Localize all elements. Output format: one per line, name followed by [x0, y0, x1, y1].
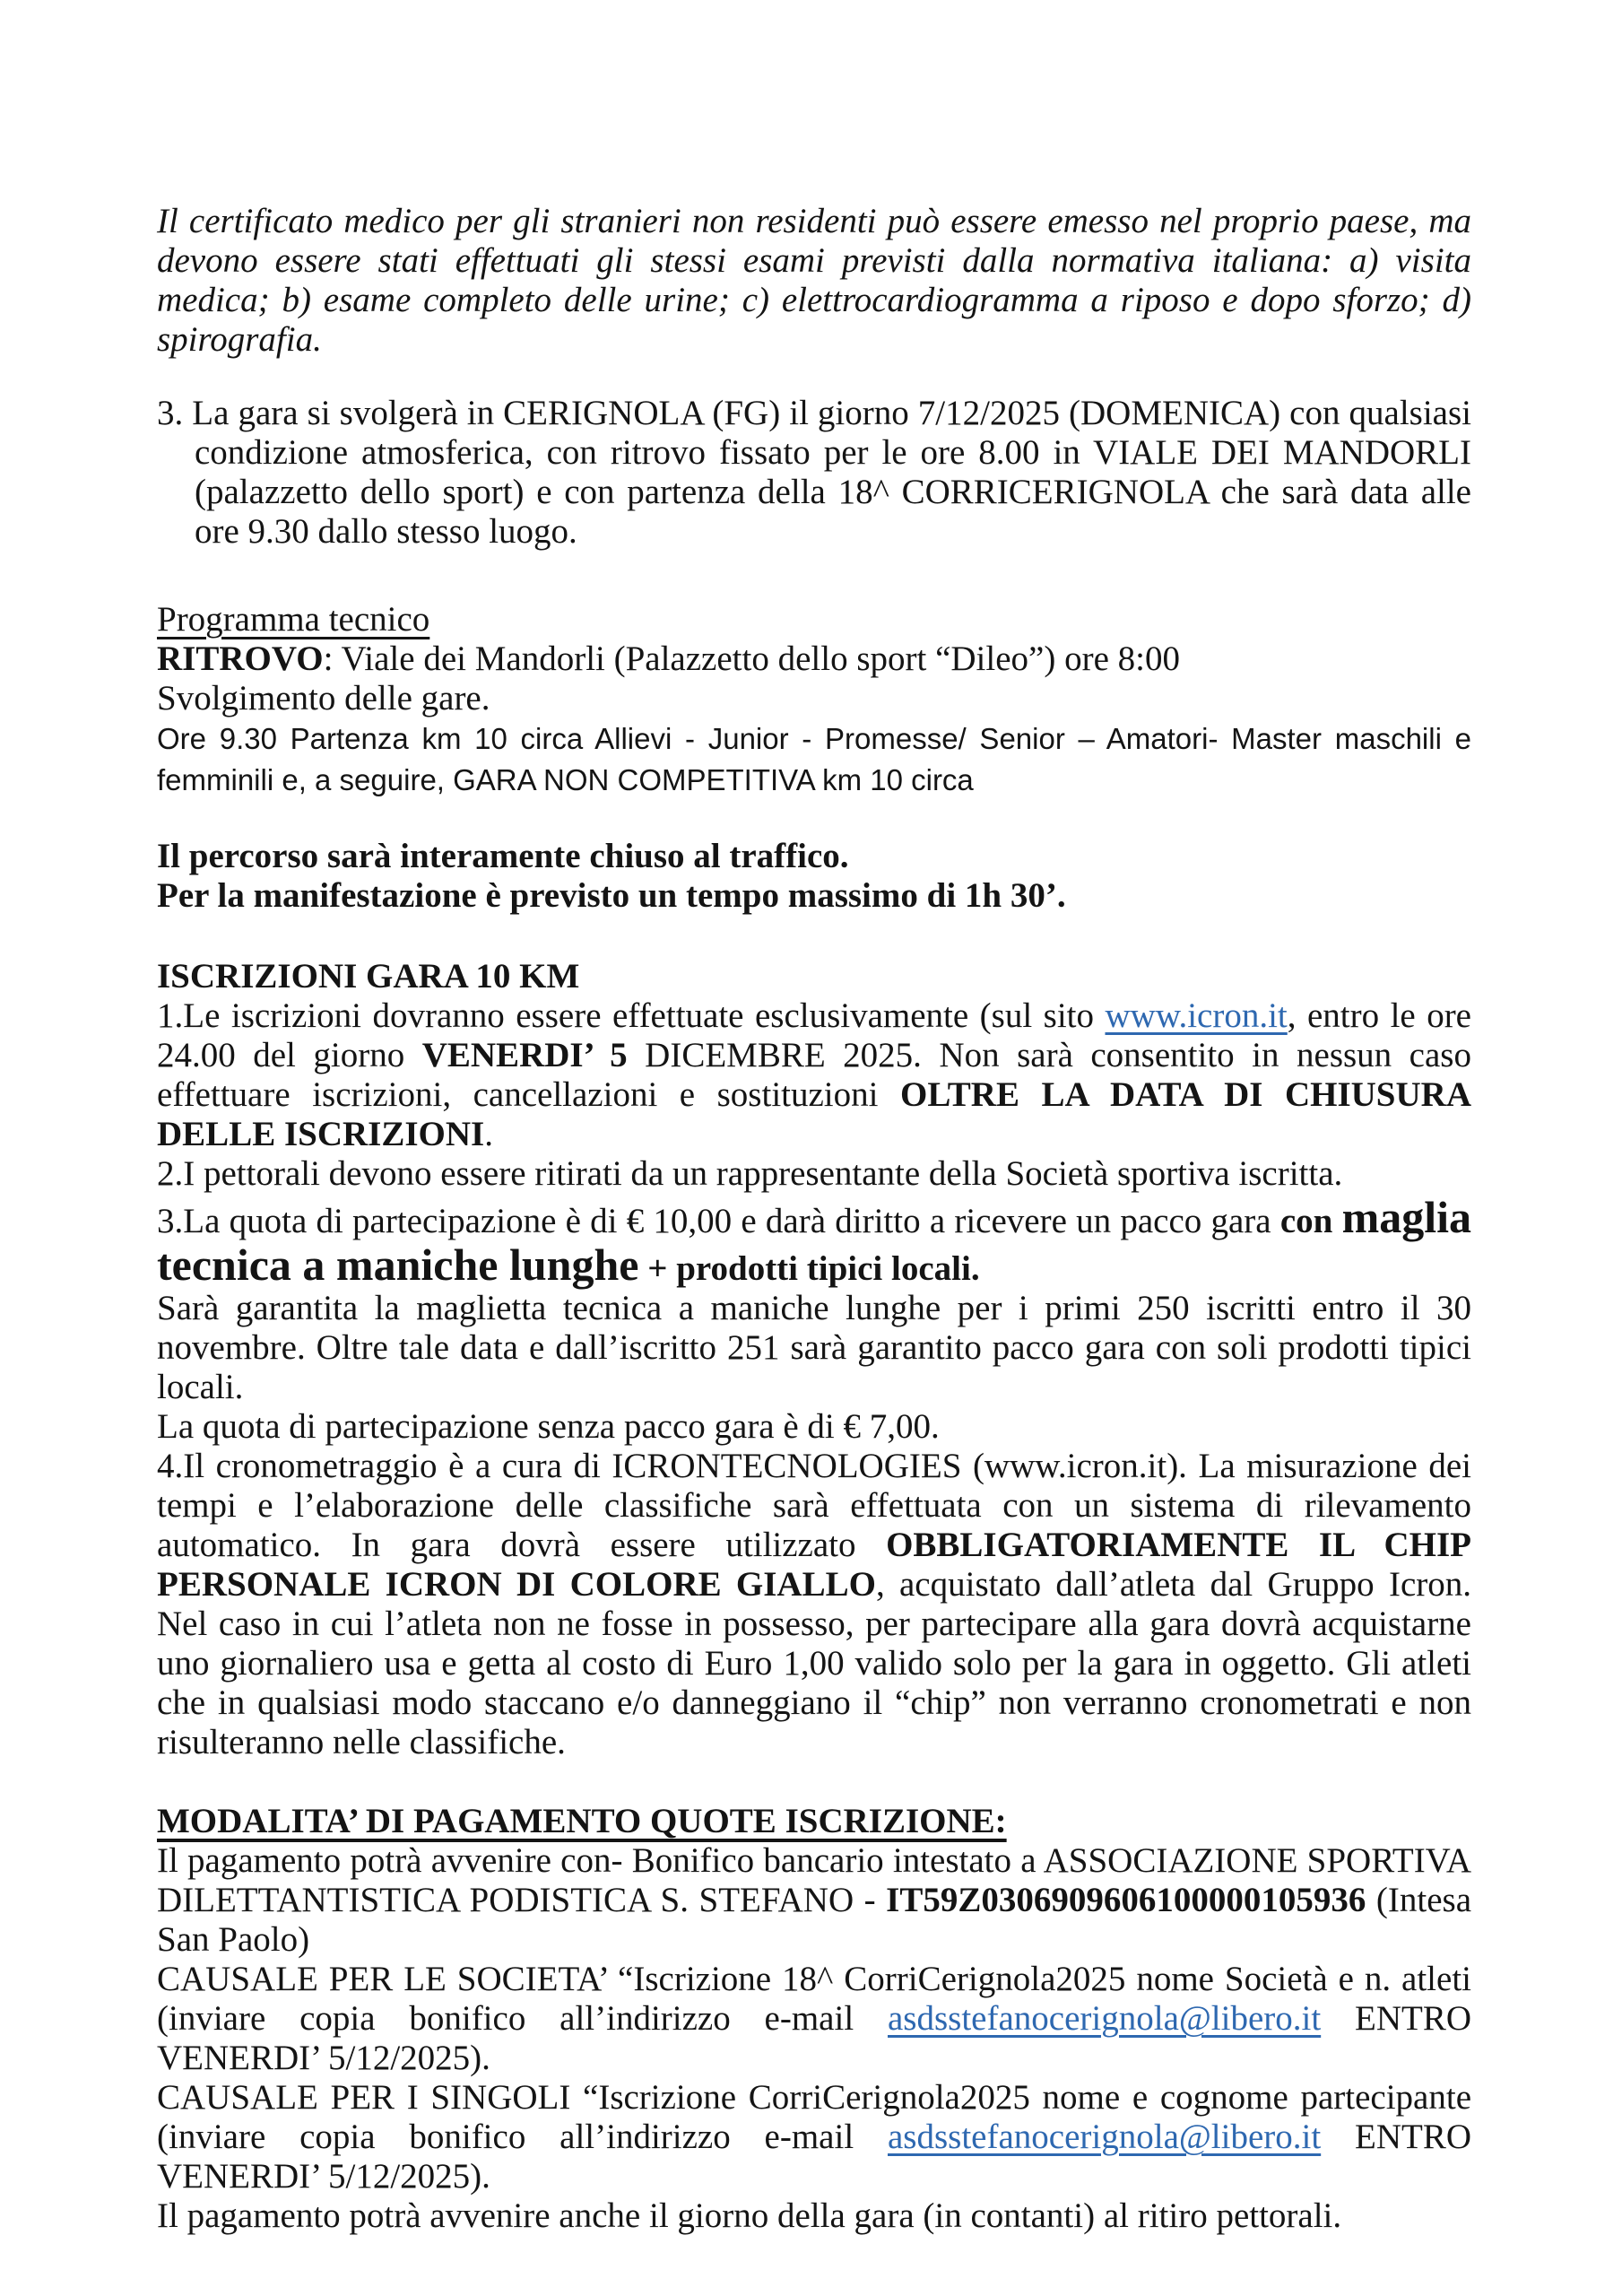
causale-singoli-line	[157, 2078, 1471, 2196]
causale-societa-text: CAUSALE PER LE SOCIETA’ “Iscrizione 18^ CorriCerignola2025 nome Società e n. atleti (inviare copia bonifico all’indirizzo e-mail	[157, 1960, 1471, 2038]
programma-tecnico-heading: Programma tecnico	[157, 600, 430, 639]
iscrizioni-item-3	[157, 1194, 1471, 1289]
iscrizioni-item-1-text: 1.Le iscrizioni dovranno essere effettuate esclusivamente (sul sito	[157, 996, 1106, 1035]
prodotti-tipici: + prodotti tipici locali.	[638, 1249, 980, 1288]
iscrizioni-item-1	[157, 996, 1471, 1154]
maglia-tecnica-highlight: maglia tecnica a maniche lunghe	[157, 1192, 1472, 1290]
pagamento-bonifico-line	[157, 1841, 1471, 1960]
iscrizioni-item-1-text-2: , entro le ore 24.00 del giorno	[157, 996, 1471, 1074]
quota-text: 3.La quota di partecipazione è di € 10,00 e darà diritto a ricevere un pacco gara	[157, 1202, 1280, 1240]
tempo-massimo-line: Per la manifestazione è previsto un tempo massimo di 1h 30’.	[157, 876, 1066, 915]
email-link-societa[interactable]: asdsstefanocerignola@libero.it	[888, 1999, 1322, 2038]
bonifico-text: Il pagamento potrà avvenire con- Bonifico bancario intestato a ASSOCIAZIONE SPORTIVA DILETTANTISTICA PODISTICA S. STEFANO -	[157, 1841, 1471, 1919]
causale-singoli-text-2: ENTRO VENERDI’ 5/12/2025).	[157, 2118, 1471, 2196]
icron-site-link[interactable]: www.icron.it	[1105, 996, 1288, 1035]
email-link-singoli[interactable]: asdsstefanocerignola@libero.it	[888, 2118, 1322, 2156]
closing-date-warning: OLTRE LA DATA DI CHIUSURA DELLE ISCRIZIONI	[157, 1075, 1471, 1153]
svolgimento-line: Svolgimento delle gare.	[157, 679, 490, 718]
pagamento-heading: MODALITA’ DI PAGAMENTO QUOTE ISCRIZIONE:	[157, 1802, 1007, 1840]
iscrizioni-item-4	[157, 1447, 1471, 1762]
deadline-date: VENERDI’ 5	[421, 1036, 628, 1074]
causale-singoli-text: CAUSALE PER I SINGOLI “Iscrizione CorriCerignola2025 nome e cognome partecipante (inviare copia bonifico all’indirizzo e-mail	[157, 2078, 1471, 2156]
iscrizioni-item-2: 2.I pettorali devono essere ritirati da un rappresentante della Società sportiva iscritta.	[157, 1154, 1343, 1193]
bonifico-text-2: (Intesa San Paolo)	[157, 1881, 1472, 1959]
ritrovo-line	[157, 639, 1471, 679]
iscrizioni-heading: ISCRIZIONI GARA 10 KM	[157, 957, 580, 996]
cronometraggio-text: 4.Il cronometraggio è a cura di ICRONTECNOLOGIES (www.icron.it). La misurazione dei tempi e l’elaborazione delle classifiche sarà effettuata con un sistema di rilevamento automatico. In gara dovrà essere utilizzato	[157, 1447, 1471, 1564]
ritrovo-label: RITROVO	[157, 639, 324, 678]
cronometraggio-text-2: , acquistato dall’atleta dal Gruppo Icron. Nel caso in cui l’atleta non ne fosse in possesso, per partecipare alla gara dovrà acquistarne uno giornaliero usa e getta al costo di Euro 1,00 valido solo per la gara in oggetto. Gli atleti che in qualsiasi modo staccano e/o danneggiano il “chip” non verranno cronometrati e non risulteranno nelle classifiche.	[157, 1565, 1471, 1761]
medical-certificate-note: Il certificato medico per gli stranieri non residenti può essere emesso nel proprio paese, ma devono essere stati effettuati gli stessi esami previsti dalla normativa italiana: a) visita medica; b) esame completo delle urine; c) elettrocardiogramma a riposo e dopo sforzo; d) spirografia.	[157, 202, 1471, 359]
quota-con: con	[1279, 1202, 1342, 1240]
iscrizioni-item-1-text-3: DICEMBRE 2025. Non sarà consentito in nessun caso effettuare iscrizioni, cancellazioni e sostituzioni	[157, 1036, 1471, 1114]
quota-senza-pacco-line: La quota di partecipazione senza pacco gara è di € 7,00.	[157, 1407, 940, 1446]
iban-number: IT59Z0306909606100000105936	[886, 1881, 1366, 1919]
race-location-item: 3. La gara si svolgerà in CERIGNOLA (FG) il giorno 7/12/2025 (DOMENICA) con qualsiasi condizione atmosferica, con ritrovo fissato per le ore 8.00 in VIALE DEI MANDORLI (palazzetto dello sport) e con partenza della 18^ CORRICERIGNOLA che sarà data alle ore 9.30 dallo stesso luogo.	[157, 394, 1471, 551]
pagamento-contanti-line: Il pagamento potrà avvenire anche il giorno della gara (in contanti) al ritiro pettorali.	[157, 2196, 1342, 2235]
causale-societa-line	[157, 1960, 1471, 2078]
percorso-chiuso-line: Il percorso sarà interamente chiuso al traffico.	[157, 837, 849, 875]
iscrizioni-item-1-text-4: .	[484, 1115, 493, 1153]
chip-obbligatorio-warning: OBBLIGATORIAMENTE IL CHIP PERSONALE ICRON DI COLORE GIALLO	[157, 1526, 1472, 1604]
maglietta-garantita-line: Sarà garantita la maglietta tecnica a maniche lunghe per i primi 250 iscritti entro il 30 novembre. Oltre tale data e dall’iscritto 251 sarà garantito pacco gara con soli prodotti tipici locali.	[157, 1289, 1471, 1406]
causale-societa-text-2: ENTRO VENERDI’ 5/12/2025).	[157, 1999, 1471, 2077]
ritrovo-text: : Viale dei Mandorli (Palazzetto dello sport “Dileo”) ore 8:00	[323, 639, 1180, 678]
orario-partenza-line: Ore 9.30 Partenza km 10 circa Allievi - Junior - Promesse/ Senior – Amatori- Master maschili e femminili e, a seguire, GARA NON COMPETITIVA km 10 circa	[157, 722, 1471, 796]
